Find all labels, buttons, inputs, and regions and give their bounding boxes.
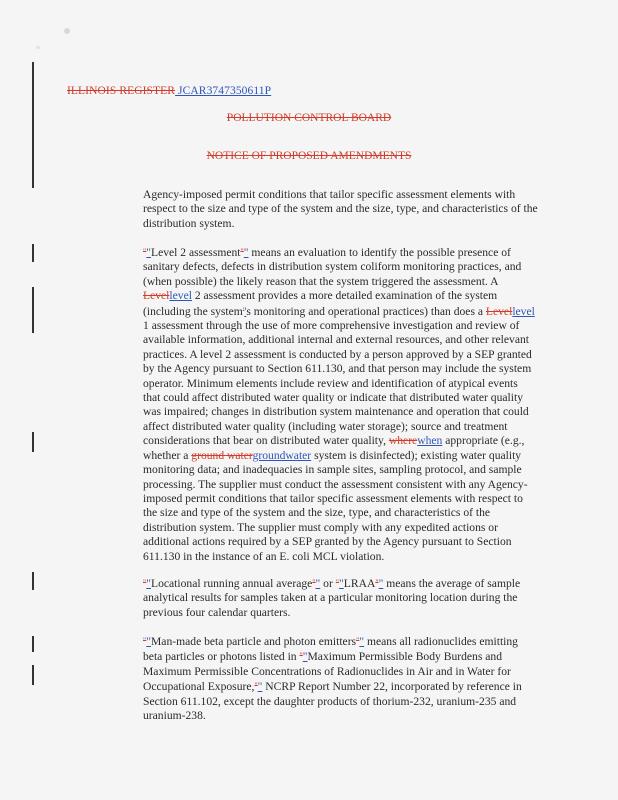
deleted-quote: "	[356, 636, 360, 645]
deleted-apostrophe: '	[242, 305, 245, 315]
paragraph-man-made-emitters	[143, 634, 538, 723]
inserted-quote: "	[146, 577, 151, 590]
inserted-text: level	[512, 304, 535, 318]
defined-term: Man-made beta particle and photon emitters	[151, 635, 357, 648]
paragraph-lraa	[143, 576, 538, 620]
change-bar	[32, 636, 34, 652]
inserted-quote: "	[146, 246, 151, 259]
paragraph-permit-conditions: Agency-imposed permit conditions that tailor specific assessment elements with respect to the size and type of the system and the size, type, and characteristics of the distribution system.	[143, 188, 538, 230]
report-title: Maximum Permissible Body Burdens and Maximum Permissible Concentrations of Radionuclides in Air and in Water for Occupational Exposure,	[143, 650, 511, 694]
body-text: means an evaluation to identify the possible presence of sanitary defects, defects in distribution system coliform monitoring practices, and (when possible) the likely reason that the system triggered the assessment. A	[143, 246, 522, 288]
change-bar	[32, 432, 34, 452]
paragraph-level-2-assessment	[143, 245, 538, 564]
inserted-text: level	[169, 289, 192, 303]
body-text: means all radionuclides emitting beta particles or photons listed in	[143, 635, 518, 664]
body-text: means the average of sample analytical results for samples taken at a particular monitoring location during the previous four calendar quarters.	[143, 577, 521, 619]
inserted-quote: "	[378, 577, 384, 590]
deleted-quote: "	[312, 578, 316, 587]
inserted-quote: "	[339, 577, 344, 590]
inserted-apostrophe: '	[244, 304, 247, 318]
deleted-quote: "	[335, 578, 340, 587]
deleted-text: ground water	[191, 448, 253, 462]
notice-title: NOTICE OF PROPOSED AMENDMENTS	[206, 150, 412, 162]
inserted-quote: "	[243, 246, 249, 259]
inserted-text: groundwater	[252, 448, 312, 462]
deleted-quote: "	[240, 247, 244, 256]
deleted-quote: "	[143, 636, 147, 645]
body-text: s monitoring and operational practices) than does a	[246, 304, 486, 318]
deleted-quote: "	[143, 578, 147, 587]
board-title: POLLUTION CONTROL BOARD	[226, 112, 392, 124]
inserted-text: when	[417, 434, 443, 448]
register-header	[67, 85, 271, 97]
deleted-quote: "	[254, 681, 258, 691]
body-text: system is disinfected); existing water quality monitoring data; and inadequacies in sample sites, sampling protocol, and sample processing. The supplier must conduct the assessment consistent with any Agency-imposed permit conditions that tailor specific assessment elements with respect to the size and type of the system and the size, type, and characteristics of the distribution system. The supplier must comply with any expedited actions or additional actions required by a SEP granted by the Agency pursuant to Section 611.130 in the instance of an E. coli MCL violation.	[143, 448, 528, 563]
deleted-text: where	[388, 434, 418, 448]
defined-term: Locational running annual average	[151, 577, 313, 590]
change-bar	[32, 287, 34, 333]
inserted-quote: "	[359, 635, 365, 648]
scan-smudge	[36, 46, 40, 49]
register-inserted: JCAR3747350611P	[175, 85, 272, 97]
defined-term: LRAA	[343, 577, 376, 590]
inserted-quote: "	[302, 650, 308, 664]
body-text: 1 assessment through the use of more comprehensive investigation and review of available information, additional internal and external resources, and other relevant practices. A level 2 assessment is conducted by a person approved by a SEP granted by the Agency pursuant to Section 611.130, and that person may include the system operator. Minimum elements include review and identification of atypical events that could affect distributed water quality or indicate that distributed water quality was impaired; changes in distribution system maintenance and operation that could affect distributed water quality (including water storage); source and treatment considerations that bear on distributed water quality,	[143, 319, 532, 448]
deleted-quote: "	[143, 247, 147, 256]
scan-smudge	[64, 28, 70, 34]
change-bar	[32, 665, 34, 685]
body-text: 2 assessment provides a more detailed examination of the system (including the system	[143, 289, 498, 318]
deleted-quote: "	[299, 651, 303, 661]
inserted-quote: "	[146, 635, 151, 648]
defined-term: Level 2 assessment	[151, 246, 241, 259]
body-text: NCRP Report Number 22, incorporated by reference in Section 611.102, except the daughter products of thorium-232, uranium-235 and uranium-238.	[143, 680, 522, 723]
inserted-quote: "	[257, 680, 263, 694]
deleted-text: Level	[485, 304, 513, 318]
register-deleted: ILLINOIS REGISTER	[67, 85, 176, 97]
deleted-quote: "	[375, 578, 379, 587]
inserted-quote: "	[315, 577, 321, 590]
change-bar	[32, 572, 34, 590]
body-text: or	[320, 577, 336, 590]
change-bar	[32, 62, 34, 188]
deleted-text: Level	[143, 289, 170, 303]
body-text: appropriate (e.g., whether a	[143, 434, 525, 462]
change-bar	[32, 244, 34, 262]
